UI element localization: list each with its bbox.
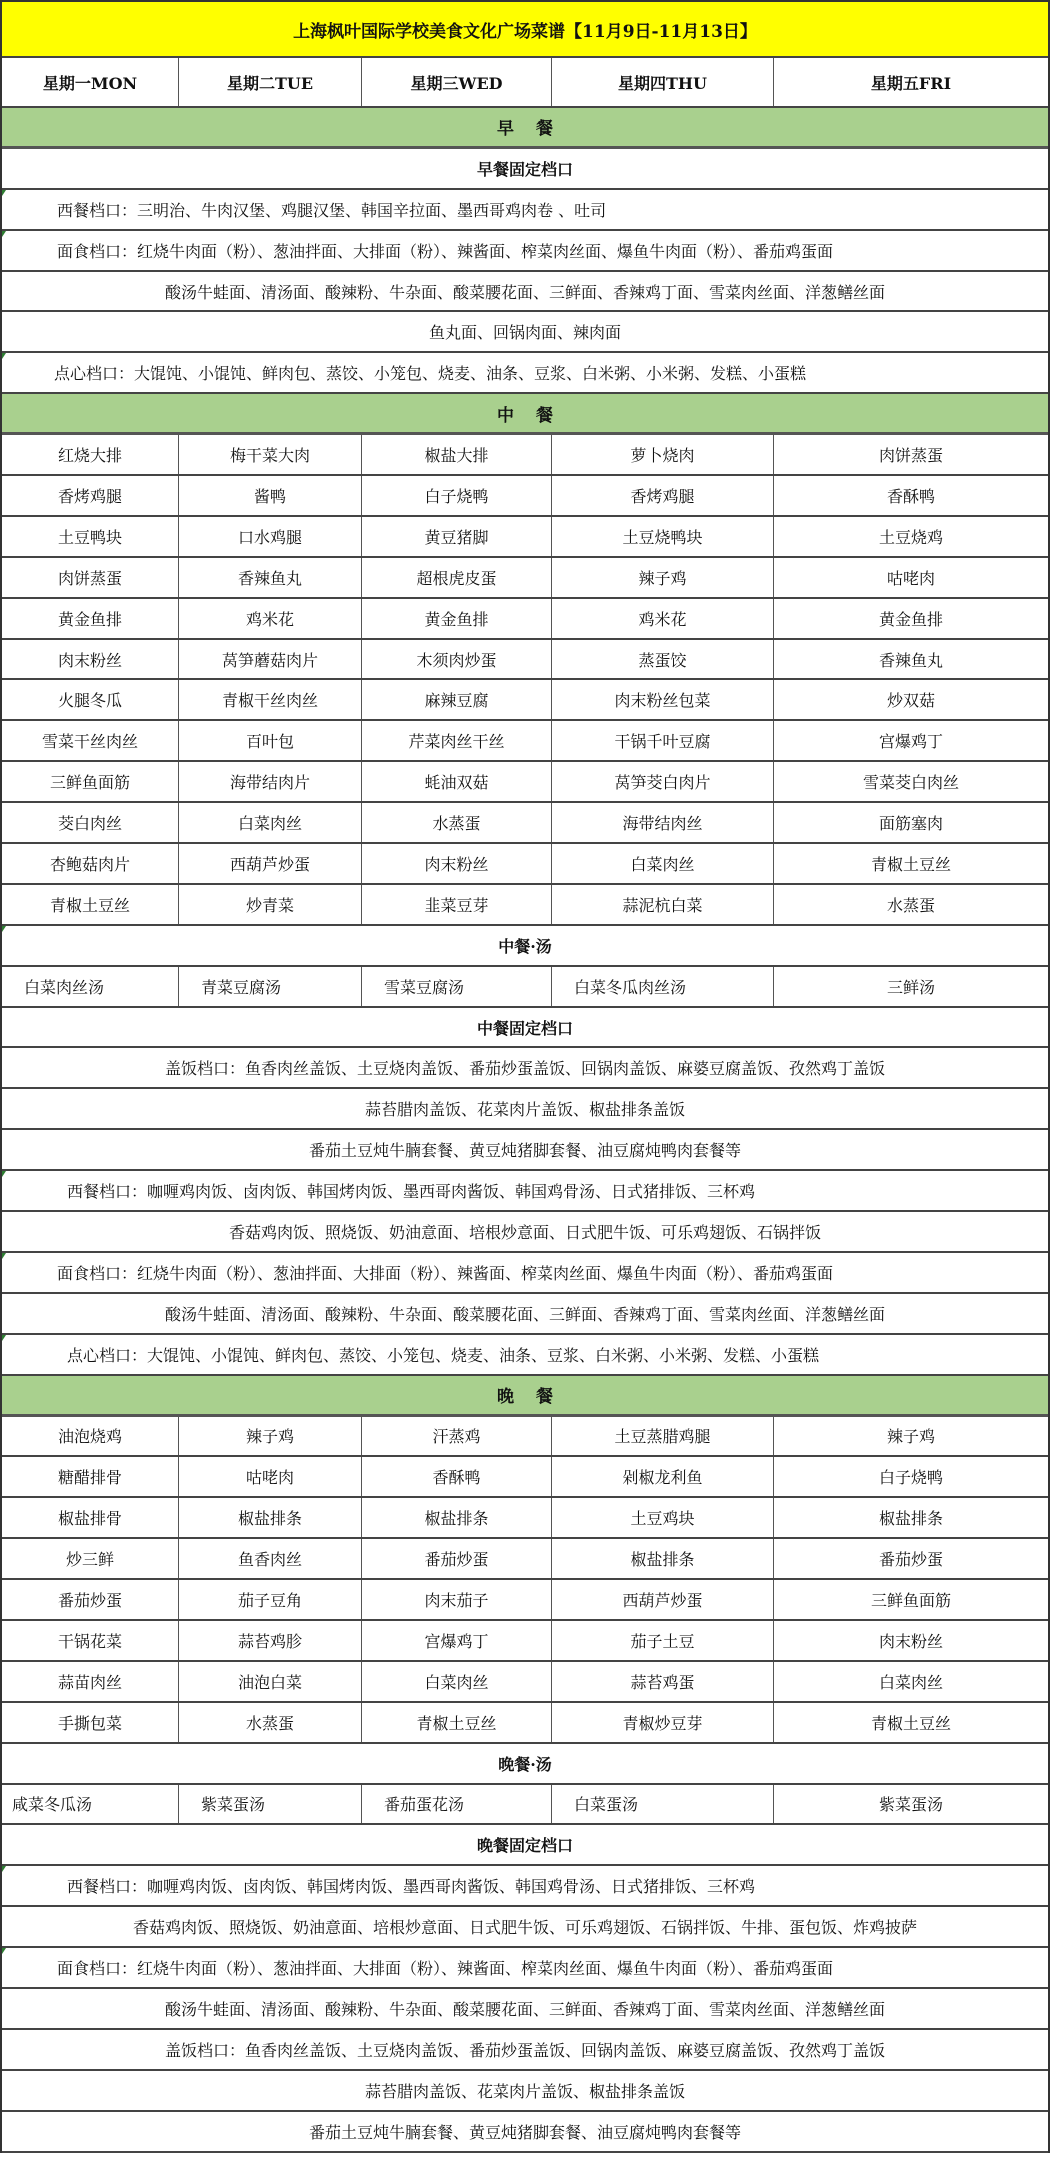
breakfast-fixed-text: 西餐档口：三明治、牛肉汉堡、鸡腿汉堡、韩国辛拉面、墨西哥鸡肉卷 、吐司 (57, 200, 607, 220)
dish-cell: 咕咾肉 (179, 1457, 362, 1496)
dish-cell: 鸡米花 (179, 599, 362, 638)
dish-cell: 椒盐排条 (179, 1498, 362, 1537)
soup-cell: 咸菜冬瓜汤 (2, 1785, 179, 1824)
dish-cell: 香酥鸭 (362, 1457, 552, 1496)
dish-cell: 宫爆鸡丁 (878, 732, 943, 752)
soup-cell: 雪菜豆腐汤 (362, 967, 552, 1006)
dish-cell: 芹菜肉丝干丝 (362, 721, 552, 760)
breakfast-fixed-line (2, 272, 1048, 313)
dish-cell: 木须肉炒蛋 (362, 640, 552, 679)
day-monday: 星期一MON (2, 58, 179, 106)
dish-cell: 口水鸡腿 (179, 517, 362, 556)
dish-cell: 海带结肉片 (179, 762, 362, 801)
lunch-fixed-text: 蒜苔腊肉盖饭、花菜肉片盖饭、椒盐排条盖饭 (364, 1100, 685, 1120)
dish-cell: 椒盐大排 (362, 435, 552, 474)
dinner-fixed-line (2, 1948, 1048, 1989)
dish-cell: 土豆蒸腊鸡腿 (552, 1417, 774, 1456)
lunch-dish-row (2, 762, 1048, 803)
dinner-dish-row (2, 1703, 1048, 1744)
dish-cell: 番茄炒蛋 (878, 1550, 943, 1570)
lunch-dish-row (2, 721, 1048, 762)
dinner-fixed-text: 蒜苔腊肉盖饭、花菜肉片盖饭、椒盐排条盖饭 (364, 2081, 685, 2101)
dinner-soup-row (2, 1785, 1048, 1826)
day-thursday: 星期四THU (552, 58, 774, 106)
dish-cell: 麻辣豆腐 (362, 680, 552, 719)
title-row (2, 0, 1048, 58)
lunch-fixed-line (2, 1089, 1048, 1130)
dish-cell: 香酥鸭 (886, 486, 935, 506)
dish-cell: 水蒸蛋 (362, 803, 552, 842)
dinner-soup-title: 晚餐·汤 (498, 1754, 552, 1774)
dish-cell: 西葫芦炒蛋 (179, 844, 362, 883)
dish-cell: 白菜肉丝 (878, 1672, 943, 1692)
dish-cell: 番茄炒蛋 (362, 1539, 552, 1578)
dish-cell: 杏鲍菇肉片 (2, 844, 179, 883)
dinner-fixed-text: 香菇鸡肉饭、照烧饭、奶油意面、培根炒意面、日式肥牛饭、可乐鸡翅饭、石锅拌饭、牛排、蛋包饭、炸鸡披萨 (132, 1918, 917, 1938)
dish-cell: 三鲜鱼面筋 (2, 762, 179, 801)
lunch-soup-title: 中餐·汤 (498, 936, 552, 956)
soup-cell: 青菜豆腐汤 (179, 967, 362, 1006)
dish-cell: 莴笋茭白肉片 (552, 762, 774, 801)
breakfast-fixed-line (2, 231, 1048, 272)
breakfast-fixed-line (2, 312, 1048, 353)
lunch-dish-row (2, 558, 1048, 599)
dish-cell: 炒青菜 (179, 885, 362, 924)
dinner-dish-row (2, 1539, 1048, 1580)
cell-marker-icon (2, 190, 6, 196)
dish-cell: 番茄炒蛋 (2, 1580, 179, 1619)
lunch-fixed-line (2, 1048, 1048, 1089)
dish-cell: 黄金鱼排 (362, 599, 552, 638)
dish-cell: 梅干菜大肉 (179, 435, 362, 474)
dinner-fixed-line (2, 1866, 1048, 1907)
dish-cell: 鸡米花 (552, 599, 774, 638)
dish-cell: 椒盐排条 (362, 1498, 552, 1537)
dinner-fixed-line (2, 2071, 1048, 2112)
lunch-title: 中餐 (497, 405, 575, 426)
lunch-dish-row (2, 640, 1048, 681)
dish-cell: 手撕包菜 (2, 1703, 179, 1742)
lunch-dish-row (2, 680, 1048, 721)
lunch-fixed-text: 香菇鸡肉饭、照烧饭、奶油意面、培根炒意面、日式肥牛饭、可乐鸡翅饭、石锅拌饭 (228, 1222, 821, 1242)
lunch-fixed-text: 西餐档口：咖喱鸡肉饭、卤肉饭、韩国烤肉饭、墨西哥肉酱饭、韩国鸡骨汤、日式猪排饭、三杯鸡 (67, 1182, 756, 1202)
lunch-dish-row (2, 476, 1048, 517)
dish-cell: 水蒸蛋 (179, 1703, 362, 1742)
dish-cell: 西葫芦炒蛋 (552, 1580, 774, 1619)
lunch-soup-row (2, 967, 1048, 1008)
dinner-dish-row (2, 1417, 1048, 1458)
dish-cell: 莴笋蘑菇肉片 (179, 640, 362, 679)
dish-cell: 干锅千叶豆腐 (552, 721, 774, 760)
breakfast-header (2, 108, 1048, 149)
dish-cell: 萝卜烧肉 (552, 435, 774, 474)
cell-marker-icon (2, 1866, 6, 1872)
dish-cell: 土豆烧鸭块 (552, 517, 774, 556)
soup-cell: 紫菜蛋汤 (179, 1785, 362, 1824)
lunch-dish-row (2, 803, 1048, 844)
dish-cell: 白子烧鸭 (878, 1468, 943, 1488)
lunch-header (2, 394, 1048, 435)
dish-cell: 黄豆猪脚 (362, 517, 552, 556)
dinner-dish-row (2, 1498, 1048, 1539)
day-friday: 星期五FRI (870, 73, 952, 93)
dish-cell: 茄子土豆 (552, 1621, 774, 1660)
cell-marker-icon (2, 1335, 6, 1341)
breakfast-title: 早餐 (497, 119, 575, 140)
dinner-fixed-line (2, 2112, 1048, 2153)
dish-cell: 肉末粉丝包菜 (552, 680, 774, 719)
dish-cell: 青椒土豆丝 (362, 1703, 552, 1742)
cell-marker-icon (2, 231, 6, 237)
cell-marker-icon (2, 1948, 6, 1954)
dish-cell: 油泡烧鸡 (2, 1417, 179, 1456)
breakfast-fixed-title-row (2, 149, 1048, 190)
dinner-fixed-text: 盖饭档口：鱼香肉丝盖饭、土豆烧肉盖饭、番茄炒蛋盖饭、回锅肉盖饭、麻婆豆腐盖饭、孜然鸡丁盖饭 (164, 2040, 885, 2060)
cell-marker-icon (2, 926, 6, 932)
cell-marker-icon (2, 353, 6, 359)
dinner-fixed-title: 晚餐固定档口 (476, 1836, 573, 1856)
soup-cell: 白菜肉丝汤 (2, 967, 179, 1006)
cell-marker-icon (2, 1253, 6, 1259)
dish-cell: 三鲜鱼面筋 (870, 1591, 951, 1610)
lunch-fixed-line (2, 1294, 1048, 1335)
dish-cell: 黄金鱼排 (878, 609, 943, 629)
lunch-fixed-line (2, 1253, 1048, 1294)
lunch-fixed-text: 盖饭档口：鱼香肉丝盖饭、土豆烧肉盖饭、番茄炒蛋盖饭、回锅肉盖饭、麻婆豆腐盖饭、孜然鸡丁盖饭 (164, 1059, 885, 1079)
breakfast-fixed-title: 早餐固定档口 (476, 159, 573, 179)
soup-cell: 紫菜蛋汤 (878, 1795, 943, 1815)
dish-cell: 肉末粉丝 (2, 640, 179, 679)
dish-cell: 青椒土豆丝 (870, 854, 951, 874)
dish-cell: 土豆鸭块 (2, 517, 179, 556)
dish-cell: 香烤鸡腿 (552, 476, 774, 515)
dish-cell: 剁椒龙利鱼 (552, 1457, 774, 1496)
dinner-fixed-text: 西餐档口：咖喱鸡肉饭、卤肉饭、韩国烤肉饭、墨西哥肉酱饭、韩国鸡骨汤、日式猪排饭、三杯鸡 (67, 1877, 756, 1897)
lunch-fixed-text: 点心档口：大馄饨、小馄饨、鲜肉包、蒸饺、小笼包、烧麦、油条、豆浆、白米粥、小米粥、发糕、小蛋糕 (67, 1345, 820, 1365)
dish-cell: 肉末粉丝 (362, 844, 552, 883)
dish-cell: 酱鸭 (179, 476, 362, 515)
breakfast-fixed-line (2, 190, 1048, 231)
dinner-dish-row (2, 1580, 1048, 1621)
dinner-dish-row (2, 1662, 1048, 1703)
dish-cell: 油泡白菜 (179, 1662, 362, 1701)
lunch-dish-row (2, 517, 1048, 558)
dish-cell: 白菜肉丝 (179, 803, 362, 842)
lunch-dish-row (2, 885, 1048, 926)
dish-cell: 土豆烧鸡 (878, 527, 943, 547)
breakfast-fixed-text: 鱼丸面、回锅肉面、辣肉面 (428, 323, 621, 343)
dish-cell: 火腿冬瓜 (2, 680, 179, 719)
lunch-fixed-line (2, 1171, 1048, 1212)
dish-cell: 肉饼蒸蛋 (2, 558, 179, 597)
dinner-fixed-title-row (2, 1825, 1048, 1866)
lunch-fixed-line (2, 1212, 1048, 1253)
cell-marker-icon (2, 1171, 6, 1177)
breakfast-fixed-text: 面食档口：红烧牛肉面（粉）、葱油拌面、大排面（粉）、辣酱面、榨菜肉丝面、爆鱼牛肉面（粉）、番茄鸡蛋面 (57, 241, 834, 261)
dinner-fixed-text: 酸汤牛蛙面、清汤面、酸辣粉、牛杂面、酸菜腰花面、三鲜面、香辣鸡丁面、雪菜肉丝面、洋葱鳝丝面 (164, 1999, 885, 2019)
lunch-fixed-line (2, 1335, 1048, 1376)
breakfast-fixed-text: 酸汤牛蛙面、清汤面、酸辣粉、牛杂面、酸菜腰花面、三鲜面、香辣鸡丁面、雪菜肉丝面、洋葱鳝丝面 (164, 282, 885, 302)
dish-cell: 辣子鸡 (179, 1417, 362, 1456)
soup-cell: 白菜蛋汤 (552, 1785, 774, 1824)
dish-cell: 红烧大排 (2, 435, 179, 474)
dish-cell: 青椒干丝肉丝 (179, 680, 362, 719)
dish-cell: 茭白肉丝 (2, 803, 179, 842)
dinner-fixed-line (2, 1989, 1048, 2030)
dish-cell: 咕咾肉 (886, 568, 935, 588)
dish-cell: 肉末粉丝 (878, 1631, 943, 1651)
dish-cell: 干锅花菜 (2, 1621, 179, 1660)
dish-cell: 水蒸蛋 (886, 895, 935, 915)
dish-cell: 土豆鸡块 (552, 1498, 774, 1537)
dish-cell: 青椒土豆丝 (870, 1713, 951, 1733)
page-title: 上海枫叶国际学校美食文化广场菜谱【11月9日-11月13日】 (293, 21, 757, 42)
soup-cell: 番茄蛋花汤 (362, 1785, 552, 1824)
dish-cell: 海带结肉丝 (552, 803, 774, 842)
day-tuesday: 星期二TUE (179, 58, 362, 106)
dish-cell: 青椒土豆丝 (2, 885, 179, 924)
dish-cell: 蒜苔鸡蛋 (552, 1662, 774, 1701)
day-wednesday: 星期三WED (362, 58, 552, 106)
lunch-dish-row (2, 435, 1048, 476)
dish-cell: 肉末茄子 (362, 1580, 552, 1619)
dinner-fixed-text: 面食档口：红烧牛肉面（粉）、葱油拌面、大排面（粉）、辣酱面、榨菜肉丝面、爆鱼牛肉面（粉）、番茄鸡蛋面 (57, 1959, 834, 1979)
dish-cell: 青椒炒豆芽 (552, 1703, 774, 1742)
dinner-dish-row (2, 1457, 1048, 1498)
dish-cell: 肉饼蒸蛋 (878, 446, 943, 466)
dish-cell: 鱼香肉丝 (179, 1539, 362, 1578)
dish-cell: 白子烧鸭 (362, 476, 552, 515)
dish-cell: 雪菜茭白肉丝 (862, 773, 959, 793)
breakfast-fixed-line (2, 353, 1048, 394)
breakfast-fixed-text: 点心档口：大馄饨、小馄饨、鲜肉包、蒸饺、小笼包、烧麦、油条、豆浆、白米粥、小米粥、发糕、小蛋糕 (54, 364, 807, 384)
dish-cell: 糖醋排骨 (2, 1457, 179, 1496)
dish-cell: 百叶包 (179, 721, 362, 760)
dish-cell: 辣子鸡 (886, 1427, 935, 1447)
lunch-fixed-line (2, 1130, 1048, 1171)
dish-cell: 蒜泥杭白菜 (552, 885, 774, 924)
dish-cell: 香辣鱼丸 (878, 650, 943, 670)
dish-cell: 炒双菇 (886, 691, 935, 711)
weekday-header-row (2, 58, 1048, 108)
dish-cell: 黄金鱼排 (2, 599, 179, 638)
dinner-header (2, 1376, 1048, 1417)
dish-cell: 茄子豆角 (179, 1580, 362, 1619)
lunch-dish-row (2, 599, 1048, 640)
dinner-fixed-text: 番茄土豆炖牛腩套餐、黄豆炖猪脚套餐、油豆腐炖鸭肉套餐等 (308, 2122, 741, 2142)
dish-cell: 蚝油双菇 (362, 762, 552, 801)
lunch-fixed-text: 面食档口：红烧牛肉面（粉）、葱油拌面、大排面（粉）、辣酱面、榨菜肉丝面、爆鱼牛肉面（粉）、番茄鸡蛋面 (57, 1263, 834, 1283)
dish-cell: 椒盐排条 (552, 1539, 774, 1578)
dinner-fixed-line (2, 1907, 1048, 1948)
soup-cell: 白菜冬瓜肉丝汤 (552, 967, 774, 1006)
dish-cell: 蒜苔鸡胗 (179, 1621, 362, 1660)
dish-cell: 香烤鸡腿 (2, 476, 179, 515)
dish-cell: 白菜肉丝 (362, 1662, 552, 1701)
lunch-fixed-title: 中餐固定档口 (476, 1018, 573, 1038)
dish-cell: 蒸蛋饺 (552, 640, 774, 679)
dish-cell: 香辣鱼丸 (179, 558, 362, 597)
dish-cell: 汗蒸鸡 (362, 1417, 552, 1456)
dish-cell: 超根虎皮蛋 (362, 558, 552, 597)
lunch-dish-row (2, 844, 1048, 885)
soup-cell: 三鲜汤 (886, 977, 935, 997)
dish-cell: 蒜苗肉丝 (2, 1662, 179, 1701)
dish-cell: 韭菜豆芽 (362, 885, 552, 924)
dish-cell: 白菜肉丝 (552, 844, 774, 883)
dinner-dish-row (2, 1621, 1048, 1662)
lunch-soup-title-row (2, 926, 1048, 967)
lunch-fixed-text: 酸汤牛蛙面、清汤面、酸辣粉、牛杂面、酸菜腰花面、三鲜面、香辣鸡丁面、雪菜肉丝面、洋葱鳝丝面 (164, 1304, 885, 1324)
dinner-title: 晚餐 (497, 1387, 575, 1408)
dinner-soup-title-row (2, 1744, 1048, 1785)
dish-cell: 宫爆鸡丁 (362, 1621, 552, 1660)
dish-cell: 椒盐排条 (878, 1509, 943, 1529)
dish-cell: 炒三鲜 (2, 1539, 179, 1578)
lunch-fixed-text: 番茄土豆炖牛腩套餐、黄豆炖猪脚套餐、油豆腐炖鸭肉套餐等 (308, 1141, 741, 1161)
lunch-fixed-title-row (2, 1008, 1048, 1049)
dish-cell: 雪菜干丝肉丝 (2, 721, 179, 760)
dinner-fixed-line (2, 2030, 1048, 2071)
dish-cell: 椒盐排骨 (2, 1498, 179, 1537)
dish-cell: 辣子鸡 (552, 558, 774, 597)
dish-cell: 面筋塞肉 (878, 814, 943, 834)
